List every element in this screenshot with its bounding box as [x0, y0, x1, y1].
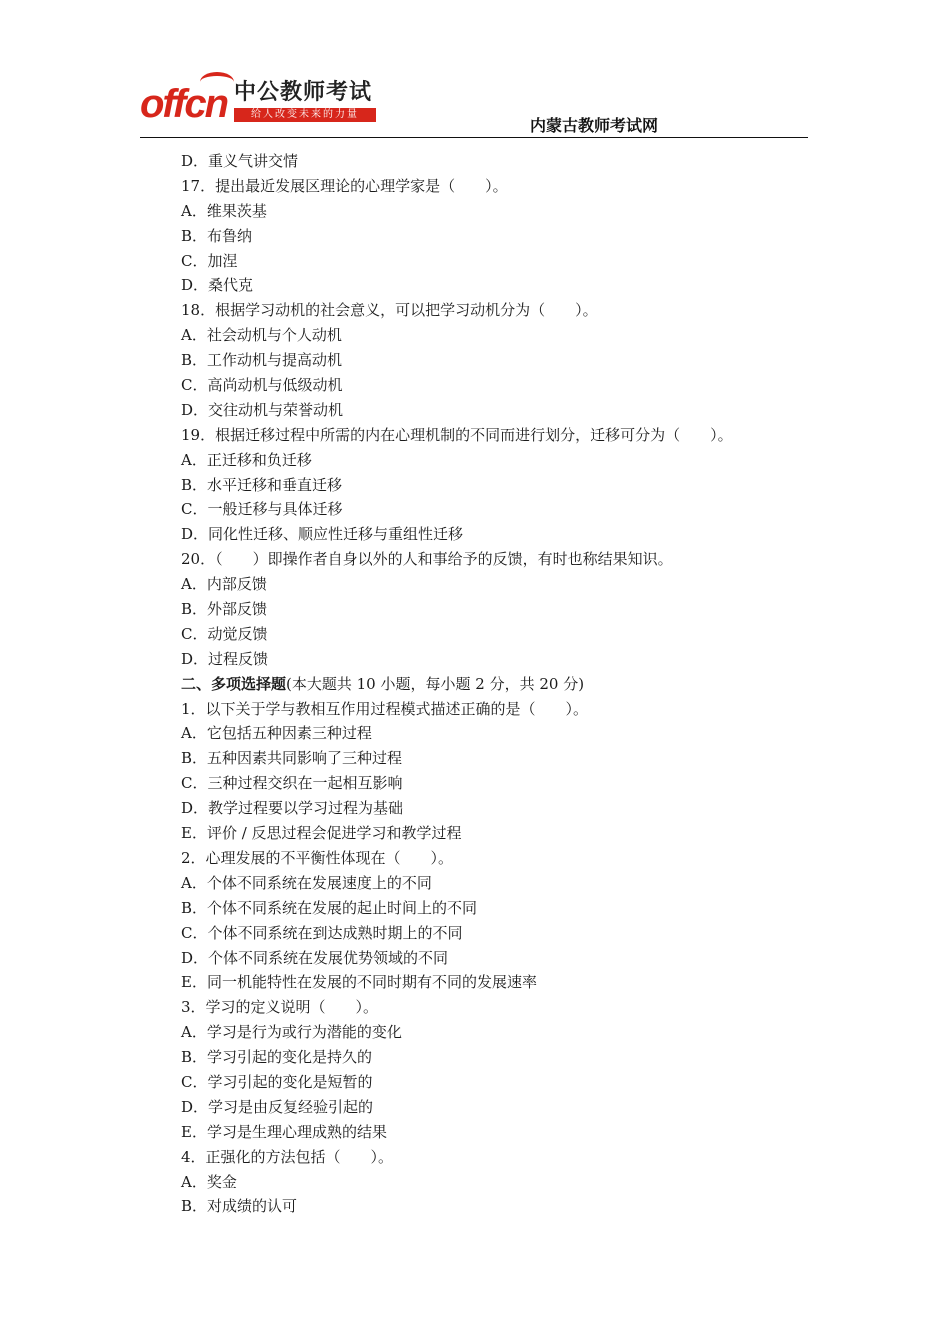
option-line: D．桑代克 [181, 276, 254, 295]
option-line: A．社会动机与个人动机 [181, 326, 342, 345]
option-line: B．对成绩的认可 [181, 1197, 298, 1216]
question-18: 18．根据学习动机的社会意义，可以把学习动机分为（ ）。 [181, 301, 598, 320]
section-note: (本大题共 10 小题，每小题 2 分，共 20 分) [286, 674, 585, 693]
option-line: A．它包括五种因素三种过程 [181, 724, 372, 743]
option-line: D．过程反馈 [181, 649, 269, 668]
logo-name: 中公教师考试 [234, 80, 373, 105]
option-line: B．布鲁纳 [181, 226, 253, 245]
logo-slogan: 给人改变未来的力量 [234, 108, 376, 122]
option-line: A．奖金 [181, 1172, 237, 1191]
mc-question-2: 2．心理发展的不平衡性体现在（ ）。 [181, 848, 454, 867]
question-19: 19．根据迁移过程中所需的内在心理机制的不同而进行划分，迁移可分为（ ）。 [181, 425, 733, 444]
option-line: B．学习引起的变化是持久的 [181, 1048, 373, 1067]
option-line: B．五种因素共同影响了三种过程 [181, 749, 403, 768]
option-line: A．维果茨基 [181, 201, 267, 220]
option-line: B．外部反馈 [181, 600, 268, 619]
option-line: B．个体不同系统在发展的起止时间上的不同 [181, 898, 478, 917]
option-line: A．学习是行为或行为潜能的变化 [181, 1023, 402, 1042]
option-line: D．教学过程要以学习过程为基础 [181, 799, 404, 818]
option-line: A．内部反馈 [181, 575, 267, 594]
option-line: A．正迁移和负迁移 [181, 450, 312, 469]
option-line: B．工作动机与提高动机 [181, 351, 343, 370]
option-line: A．个体不同系统在发展速度上的不同 [181, 873, 432, 892]
header-rule [140, 137, 808, 138]
option-line: B．水平迁移和垂直迁移 [181, 475, 343, 494]
document-body [181, 149, 821, 1219]
mc-question-4: 4．正强化的方法包括（ ）。 [181, 1147, 394, 1166]
option-line: E．评价 / 反思过程会促进学习和教学过程 [181, 824, 462, 843]
option-line: D．个体不同系统在发展优势领域的不同 [181, 948, 449, 967]
logo-offcn: offcn [140, 82, 228, 126]
option-line: C．动觉反馈 [181, 624, 268, 643]
option-line: C．加涅 [181, 251, 238, 270]
site-name: 内蒙古教师考试网 [529, 116, 658, 135]
section-heading [181, 672, 821, 697]
option-line: C．个体不同系统在到达成熟时期上的不同 [181, 923, 463, 942]
option-line: C．学习引起的变化是短暂的 [181, 1072, 373, 1091]
question-17: 17．提出最近发展区理论的心理学家是（ ）。 [181, 176, 508, 195]
option-line: D．同化性迁移、顺应性迁移与重组性迁移 [181, 525, 464, 544]
option-line: D．交往动机与荣誉动机 [181, 400, 344, 419]
page-header [140, 72, 808, 138]
option-line: C．高尚动机与低级动机 [181, 376, 343, 395]
option-line: C．三种过程交织在一起相互影响 [181, 774, 403, 793]
option-line: C．一般迁移与具体迁移 [181, 500, 343, 519]
option-line: E．同一机能特性在发展的不同时期有不同的发展速率 [181, 973, 537, 992]
mc-question-3: 3．学习的定义说明（ ）。 [181, 998, 379, 1017]
option-line: D．学习是由反复经验引起的 [181, 1097, 374, 1116]
option-line: E．学习是生理心理成熟的结果 [181, 1122, 387, 1141]
mc-question-1: 1．以下关于学与教相互作用过程模式描述正确的是（ ）。 [181, 699, 589, 718]
text-line: D．重义气讲交情 [181, 152, 299, 170]
question-20: 20．（ ）即操作者自身以外的人和事给予的反馈，有时也称结果知识。 [181, 550, 673, 569]
section-title: 二、多项选择题 [181, 674, 287, 693]
